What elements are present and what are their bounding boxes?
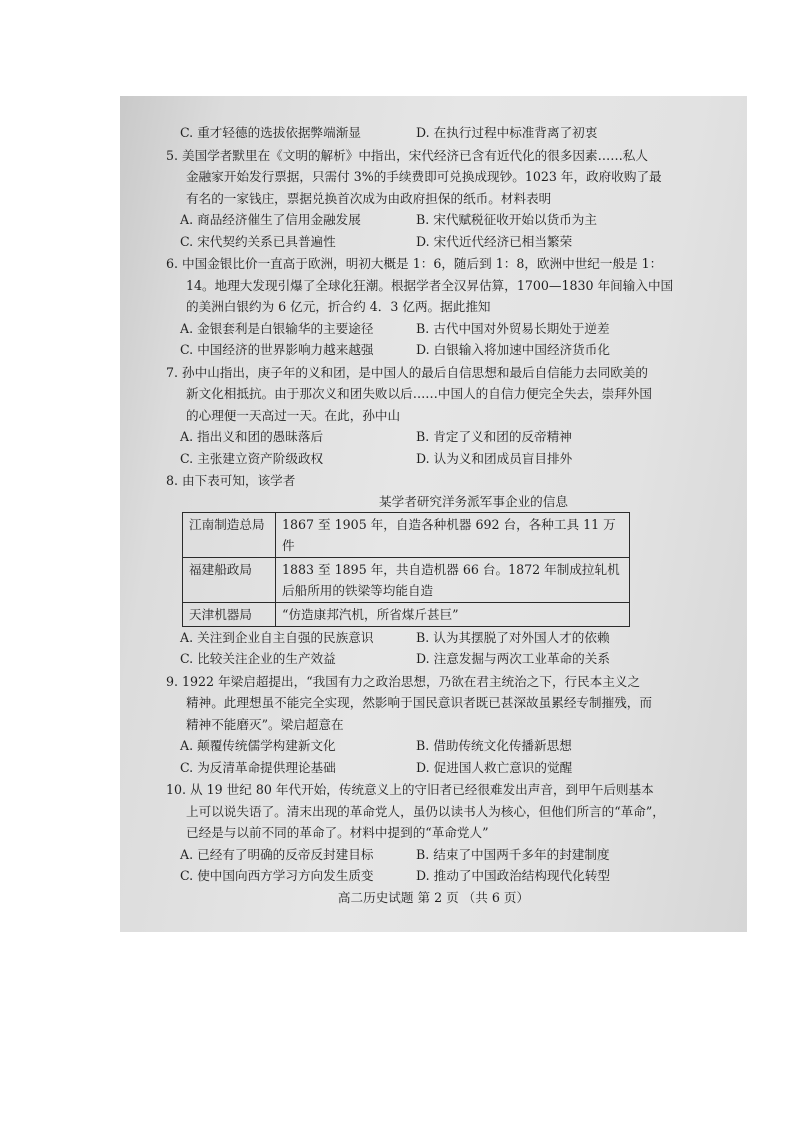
q6-option-d: D. 白银输入将加速中国经济货币化 [416, 342, 610, 357]
q5-line-3: 有名的一家钱庄，票据兑换首次成为由政府担保的纸币。材料表明 [186, 190, 552, 206]
q5-line-1: 5. 美国学者默里在《文明的解析》中指出，宋代经济已含有近代化的很多因素……私人 [166, 147, 648, 163]
q4-option-d: D. 在执行过程中标准背离了初衷 [416, 125, 598, 140]
q5-option-b: B. 宋代赋税征收开始以货币为主 [416, 212, 597, 227]
q5-option-a: A. 商品经济催生了信用金融发展 [180, 212, 361, 227]
q4-options-cd [166, 122, 711, 144]
q6-line-1: 6. 中国金银比价一直高于欧洲，明初大概是 1：6，随后到 1：8，欧洲中世纪一般是 1： [166, 256, 663, 271]
q10-options-ab [166, 844, 711, 866]
table-cell-name: 福建船政局 [183, 557, 276, 602]
q8-option-d: D. 注意发掘与两次工业革命的关系 [416, 651, 610, 666]
page-footer: 高二历史试题 第 2 页 （共 6 页） [337, 890, 530, 905]
q5-options-cd [166, 231, 711, 253]
q10-option-d: D. 推动了中国政治结构现代化转型 [416, 868, 610, 883]
q9-options-ab [166, 735, 711, 757]
q7-option-b: B. 肯定了义和团的反帝精神 [416, 429, 572, 444]
q6-options-cd [166, 339, 711, 361]
q9-option-a: A. 颠覆传统儒学构建新文化 [180, 738, 336, 753]
table-row [183, 602, 630, 626]
q6-option-b: B. 古代中国对外贸易长期处于逆差 [416, 320, 610, 336]
q9-option-c: C. 为反清革命提供理论基础 [180, 759, 336, 775]
q7-line-3: 的心理便一天高过一天。在此，孙中山 [186, 407, 401, 423]
table-cell-name: 天津机器局 [183, 602, 276, 626]
q10-option-b: B. 结束了中国两千多年的封建制度 [416, 846, 610, 862]
q5-option-c: C. 宋代契约关系已具普遍性 [180, 233, 336, 249]
q8-option-c: C. 比较关注企业的生产效益 [180, 651, 336, 666]
q7-option-c: C. 主张建立资产阶级政权 [180, 450, 324, 466]
q5-option-d: D. 宋代近代经济已相当繁荣 [416, 233, 573, 249]
question-8 [166, 470, 711, 670]
q10-line-3: 已经是与以前不同的革命了。材料中提到的“革命党人” [186, 825, 489, 840]
question-9 [166, 671, 711, 779]
q9-line-1: 9. 1922 年梁启超提出，“我国有力之政治思想，乃欲在君主统治之下，行民本主义之 [166, 673, 641, 689]
question-5 [166, 145, 711, 253]
q7-line-1: 7. 孙中山指出，庚子年的义和团，是中国人的最后自信思想和最后自信能力去同欧美的 [166, 364, 648, 380]
q9-options-cd [166, 757, 711, 779]
q8-options-ab [166, 627, 711, 649]
q6-line-2: 14。地理大发现引爆了全球化狂潮。根据学者全汉昇估算，1700—1830 年间输入中国 [186, 277, 674, 293]
q9-option-d: D. 促进国人救亡意识的觉醒 [416, 759, 573, 775]
q8-enterprise-table [182, 512, 630, 627]
q6-option-a: A. 金银套利是白银输华的主要途径 [180, 320, 374, 336]
q6-option-c: C. 中国经济的世界影响力越来越强 [180, 342, 374, 357]
q10-line-1: 10. 从 19 世纪 80 年代开始，传统意义上的守旧者已经很难发出声音，到甲午后则基本 [166, 782, 654, 797]
question-10 [166, 779, 711, 887]
q7-line-2: 新文化相抵抗。由于那次义和团失败以后……中国人的自信力便完全失去，崇拜外国 [186, 386, 652, 401]
q5-line-2: 金融家开始发行票据，只需付 3%的手续费即可兑换成现钞。1023 年，政府收购了最 [186, 169, 662, 184]
q10-options-cd [166, 865, 711, 887]
table-row [183, 557, 630, 602]
question-6 [166, 253, 711, 361]
q6-line-3: 的美洲白银约为 6 亿元，折合约 4．3 亿两。据此推知 [186, 299, 491, 314]
table-cell-name: 江南制造总局 [183, 512, 276, 557]
q8-option-a: A. 关注到企业自主自强的民族意识 [180, 629, 374, 645]
q10-option-c: C. 使中国向西方学习方向发生质变 [180, 868, 374, 883]
q5-options-ab [166, 209, 711, 231]
table-cell-info: 1867 至 1905 年，自造各种机器 692 台，各种工具 11 万件 [276, 512, 630, 557]
q8-options-cd [166, 648, 711, 670]
q10-option-a: A. 已经有了明确的反帝反封建目标 [180, 846, 374, 862]
q4-option-c: C. 重才轻德的选拔依据弊端渐显 [180, 125, 361, 140]
q6-options-ab [166, 318, 711, 340]
q7-options-cd [166, 448, 711, 470]
table-row [183, 512, 630, 557]
table-cell-info: “仿造康邦汽机，所省煤斤甚巨” [276, 602, 630, 626]
q7-option-a: A. 指出义和团的愚昧落后 [180, 429, 324, 444]
q8-option-b: B. 认为其摆脱了对外国人才的依赖 [416, 629, 610, 645]
q9-line-2: 精神。此理想虽不能完全实现，然影响于国民意识者既已甚深故虽累经专制摧残，而 [186, 695, 652, 710]
q9-option-b: B. 借助传统文化传播新思想 [416, 738, 572, 753]
question-7 [166, 362, 711, 470]
q7-option-d: D. 认为义和团成员盲目排外 [416, 450, 573, 466]
q10-line-2: 上可以说失语了。清末出现的革命党人，虽仍以读书人为核心，但他们所言的“革命”， [186, 803, 665, 819]
q8-table-title: 某学者研究洋务派军事企业的信息 [379, 493, 568, 509]
table-cell-info: 1883 至 1895 年，共自造机器 66 台。1872 年制成拉轧机后船所用的铁梁等均能自造 [276, 557, 630, 602]
q7-options-ab [166, 426, 711, 448]
q9-line-3: 精神不能磨灭”。梁启超意在 [186, 716, 344, 732]
exam-page [120, 96, 747, 932]
q8-stem: 8. 由下表可知，该学者 [166, 473, 296, 488]
